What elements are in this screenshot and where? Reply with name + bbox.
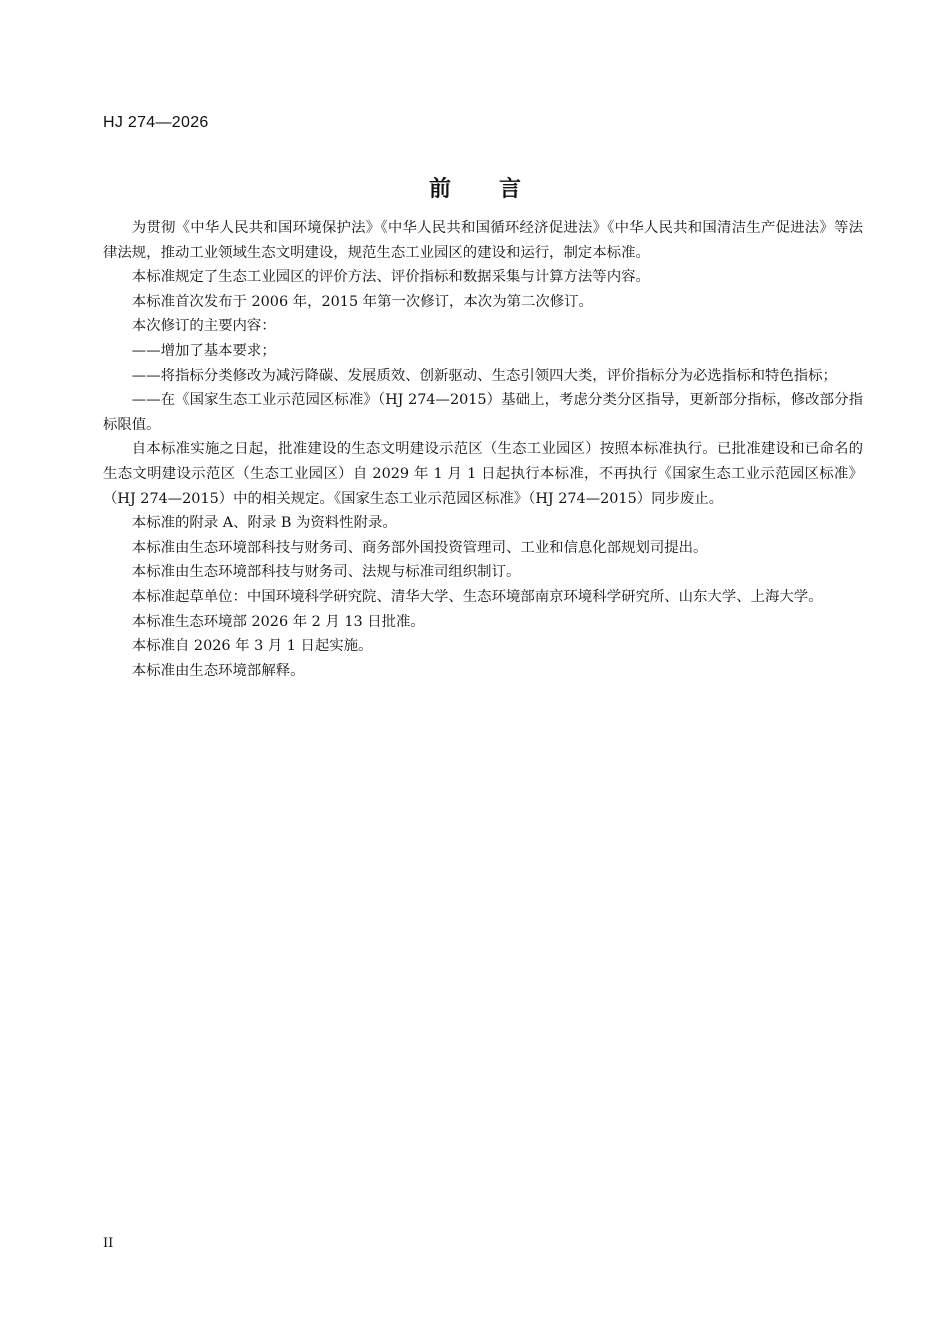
- paragraph-purpose: 为贯彻《中华人民共和国环境保护法》《中华人民共和国循环经济促进法》《中华人民共和国清洁生产促进法》等法律法规，推动工业领域生态文明建设，规范生态工业园区的建设和运行，制定本标准。: [103, 220, 863, 261]
- revision-item-1: ——增加了基本要求；: [131, 342, 276, 359]
- title-char-2: 言: [499, 177, 522, 202]
- revision-item-2: ——将指标分类修改为减污降碳、发展质效、创新驱动、生态引领四大类，评价指标分为必选指标和特色指标；: [131, 367, 837, 384]
- paragraph-interpretation: 本标准由生态环境部解释。: [131, 662, 305, 679]
- paragraph-proposer: 本标准由生态环境部科技与财务司、商务部外国投资管理司、工业和信息化部规划司提出。: [131, 539, 708, 556]
- page-number: II: [103, 1236, 114, 1251]
- title-char-1: 前: [428, 177, 451, 202]
- foreword-body: [103, 216, 863, 683]
- paragraph-approval: 本标准生态环境部 2026 年 2 月 13 日批准。: [131, 613, 425, 630]
- paragraph-history: 本标准首次发布于 2006 年，2015 年第一次修订，本次为第二次修订。: [131, 293, 593, 310]
- paragraph-effective-date: 本标准自 2026 年 3 月 1 日起实施。: [131, 638, 373, 655]
- paragraph-scope: 本标准规定了生态工业园区的评价方法、评价指标和数据采集与计算方法等内容。: [131, 269, 650, 286]
- paragraph-drafters: 本标准起草单位：中国环境科学研究院、清华大学、生态环境部南京环境科学研究所、山东大学、上海大学。: [131, 588, 823, 605]
- page-title: [0, 172, 950, 203]
- paragraph-implementation: 自本标准实施之日起，批准建设的生态文明建设示范区（生态工业园区）按照本标准执行。已批准建设和已命名的生态文明建设示范区（生态工业园区）自 2029 年 1 月 1 日起执行本标准，不再执行《国家生态工业示范园区标准》（HJ 274—2015）中的相关规定。《国家生态工业示范园区标准》（HJ 274—2015）同步废止。: [103, 441, 863, 507]
- standard-code-header: HJ 274—2026: [103, 114, 209, 131]
- revision-item-3: ——在《国家生态工业示范园区标准》（HJ 274—2015）基础上，考虑分类分区指导，更新部分指标，修改部分指标限值。: [103, 392, 863, 433]
- paragraph-revision-intro: 本次修订的主要内容：: [131, 318, 276, 335]
- paragraph-organizer: 本标准由生态环境部科技与财务司、法规与标准司组织制订。: [131, 564, 521, 581]
- paragraph-appendix: 本标准的附录 A、附录 B 为资料性附录。: [131, 515, 397, 532]
